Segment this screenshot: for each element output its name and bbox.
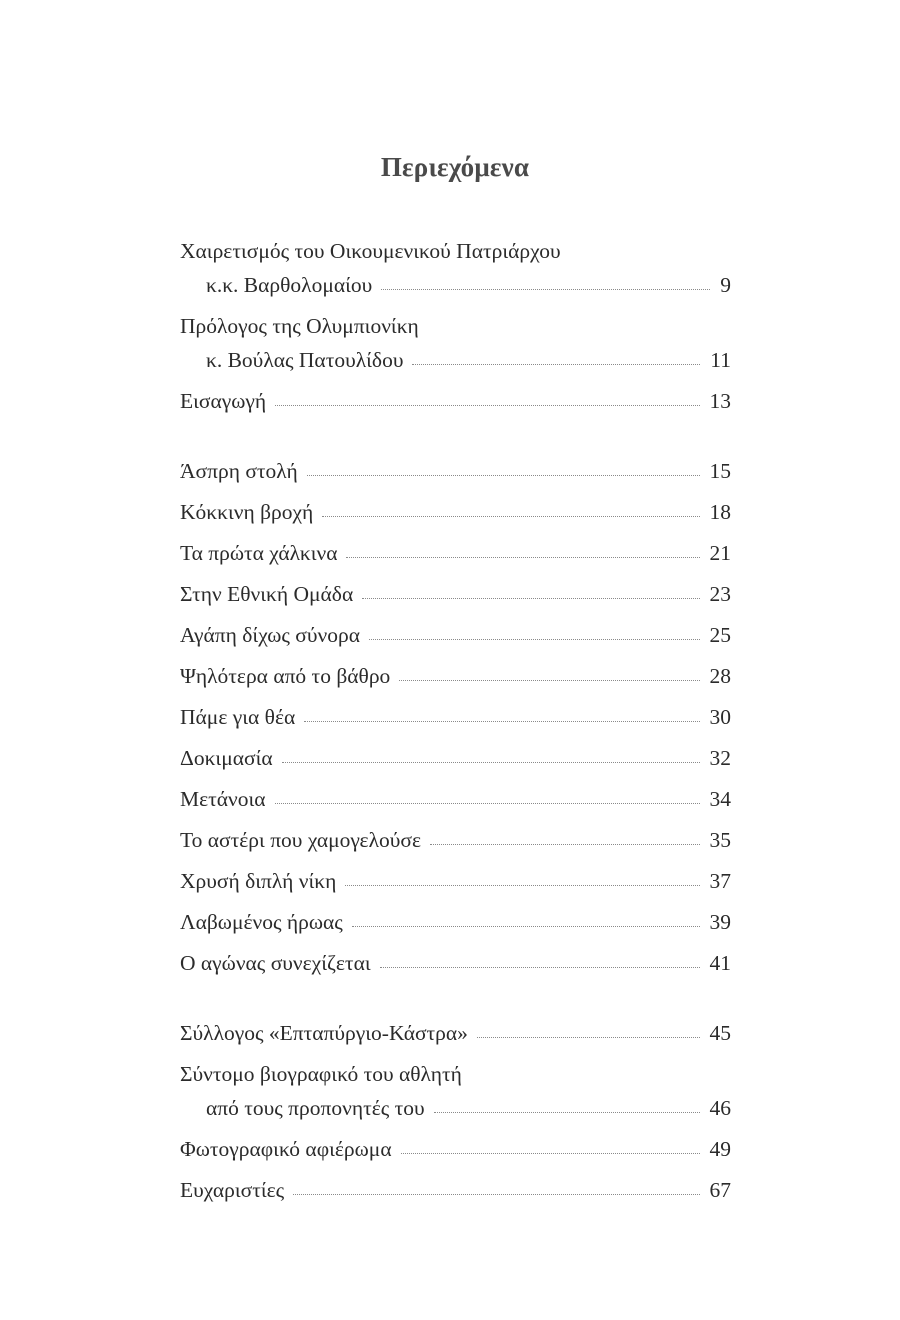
toc-entry-title: Ευχαριστίες [180, 1178, 285, 1202]
toc-entry-line-final [180, 659, 731, 693]
entry-gap [180, 1166, 731, 1173]
toc-entry-line-final [180, 782, 731, 816]
toc-entry-line-final [180, 946, 731, 980]
dot-leader [434, 1112, 700, 1113]
toc-page-number: 21 [709, 541, 731, 565]
toc-entry-line-final [180, 454, 731, 488]
toc-entry-title: Σύλλογος «Επταπύργιο-Κάστρα» [180, 1021, 468, 1045]
toc-entry-line-final [180, 905, 731, 939]
entry-gap [180, 652, 731, 659]
toc-entry-line-final [180, 384, 731, 418]
toc-entry[interactable] [180, 536, 731, 570]
entry-gap [180, 377, 731, 384]
dot-leader [380, 967, 700, 968]
toc-entry-line-final [180, 1016, 731, 1050]
toc-page-number: 23 [709, 582, 731, 606]
toc-entry-line-final [180, 741, 731, 775]
toc-entry-title: Στην Εθνική Ομάδα [180, 582, 354, 606]
toc-page-number: 35 [709, 828, 731, 852]
toc-entry-title: Ψηλότερα από το βάθρο [180, 664, 391, 688]
toc-entry-title: κ.κ. Βαρθολομαίου [206, 273, 373, 297]
dot-leader [275, 803, 700, 804]
toc-entry[interactable] [180, 782, 731, 816]
toc-entry-title: Χρυσή διπλή νίκη [180, 869, 337, 893]
toc-section [180, 234, 731, 418]
toc-entry[interactable] [180, 905, 731, 939]
section-gap [180, 418, 731, 454]
toc-entry-line-final [180, 536, 731, 570]
dot-leader [381, 289, 710, 290]
toc-entry[interactable] [180, 1057, 731, 1125]
toc-page-number: 15 [709, 459, 731, 483]
toc-entry[interactable] [180, 384, 731, 418]
toc-page-number: 9 [720, 273, 731, 297]
toc-page-number: 39 [709, 910, 731, 934]
entry-gap [180, 1125, 731, 1132]
toc-entry[interactable] [180, 741, 731, 775]
toc-entry-line-final [180, 495, 731, 529]
dot-leader [304, 721, 699, 722]
toc-entry-line [180, 1057, 731, 1091]
toc-entry-line-final [180, 864, 731, 898]
entry-gap [180, 734, 731, 741]
toc-entry[interactable] [180, 864, 731, 898]
dot-leader [293, 1194, 699, 1195]
toc-entry[interactable] [180, 309, 731, 377]
entry-gap [180, 529, 731, 536]
toc-entry-title: Πρόλογος της Ολυμπιονίκη [180, 314, 419, 338]
entry-gap [180, 693, 731, 700]
toc-entry-title: από τους προπονητές του [206, 1096, 425, 1120]
toc-page-number: 34 [709, 787, 731, 811]
entry-gap [180, 857, 731, 864]
toc-entry[interactable] [180, 234, 731, 302]
toc-entry[interactable] [180, 946, 731, 980]
toc-entry-title: Κόκκινη βροχή [180, 500, 314, 524]
dot-leader [322, 516, 699, 517]
toc-entry-line [180, 309, 731, 343]
toc-entry[interactable] [180, 1173, 731, 1207]
toc-page-number: 49 [709, 1137, 731, 1161]
toc-page-number: 46 [709, 1096, 731, 1120]
dot-leader [399, 680, 699, 681]
dot-leader [430, 844, 699, 845]
entry-gap [180, 939, 731, 946]
toc-entry-title: Το αστέρι που χαμογελούσε [180, 828, 422, 852]
entry-gap [180, 775, 731, 782]
toc-entry-title: κ. Βούλας Πατουλίδου [206, 348, 404, 372]
dot-leader [275, 405, 699, 406]
toc-entry[interactable] [180, 1132, 731, 1166]
toc-entry-title: Δοκιμασία [180, 746, 273, 770]
toc-page-number: 32 [709, 746, 731, 770]
toc-page-number: 41 [709, 951, 731, 975]
toc-entry-title: Χαιρετισμός του Οικουμενικού Πατριάρχου [180, 239, 561, 263]
toc-entry-title: Ο αγώνας συνεχίζεται [180, 951, 371, 975]
toc-entry-line-final [180, 618, 731, 652]
toc-page-number: 18 [709, 500, 731, 524]
toc-entry-title: Τα πρώτα χάλκινα [180, 541, 338, 565]
toc-entry-title: Σύντομο βιογραφικό του αθλητή [180, 1062, 462, 1086]
toc-entry-line-final [180, 268, 731, 302]
toc-entry-title: Φωτογραφικό αφιέρωμα [180, 1137, 392, 1161]
entry-gap [180, 816, 731, 823]
toc-entry[interactable] [180, 1016, 731, 1050]
section-gap [180, 980, 731, 1016]
entry-gap [180, 898, 731, 905]
dot-leader [401, 1153, 700, 1154]
toc-entry-line-final [180, 1091, 731, 1125]
toc-entry[interactable] [180, 495, 731, 529]
toc-page-number: 45 [709, 1021, 731, 1045]
table-of-contents [180, 234, 731, 1207]
dot-leader [307, 475, 700, 476]
entry-gap [180, 302, 731, 309]
toc-entry[interactable] [180, 454, 731, 488]
toc-entry-line [180, 234, 731, 268]
dot-leader [369, 639, 699, 640]
dot-leader [412, 364, 700, 365]
entry-gap [180, 570, 731, 577]
toc-page-number: 13 [709, 389, 731, 413]
entry-gap [180, 611, 731, 618]
entry-gap [180, 1050, 731, 1057]
toc-entry-line-final [180, 577, 731, 611]
toc-entry-title: Εισαγωγή [180, 389, 267, 413]
toc-entry-title: Πάμε για θέα [180, 705, 296, 729]
toc-entry[interactable] [180, 823, 731, 857]
toc-entry-line-final [180, 823, 731, 857]
toc-entry[interactable] [180, 700, 731, 734]
toc-page-number: 67 [709, 1178, 731, 1202]
toc-page-number: 11 [710, 348, 731, 372]
toc-entry[interactable] [180, 618, 731, 652]
toc-entry-line-final [180, 1132, 731, 1166]
dot-leader [282, 762, 700, 763]
dot-leader [345, 885, 699, 886]
toc-entry[interactable] [180, 659, 731, 693]
dot-leader [362, 598, 699, 599]
toc-page-number: 37 [709, 869, 731, 893]
toc-page-number: 30 [709, 705, 731, 729]
toc-entry[interactable] [180, 577, 731, 611]
toc-entry-line-final [180, 700, 731, 734]
toc-page-number: 25 [709, 623, 731, 647]
toc-section [180, 1016, 731, 1207]
toc-entry-title: Αγάπη δίχως σύνορα [180, 623, 361, 647]
toc-entry-title: Λαβωμένος ήρωας [180, 910, 343, 934]
toc-page-number: 28 [709, 664, 731, 688]
dot-leader [346, 557, 699, 558]
entry-gap [180, 488, 731, 495]
toc-entry-title: Μετάνοια [180, 787, 266, 811]
page-title: Περιεχόμενα [380, 152, 530, 182]
toc-entry-title: Άσπρη στολή [180, 459, 298, 483]
dot-leader [477, 1037, 700, 1038]
toc-entry-line-final [180, 343, 731, 377]
dot-leader [352, 926, 700, 927]
toc-entry-line-final [180, 1173, 731, 1207]
toc-section [180, 454, 731, 980]
